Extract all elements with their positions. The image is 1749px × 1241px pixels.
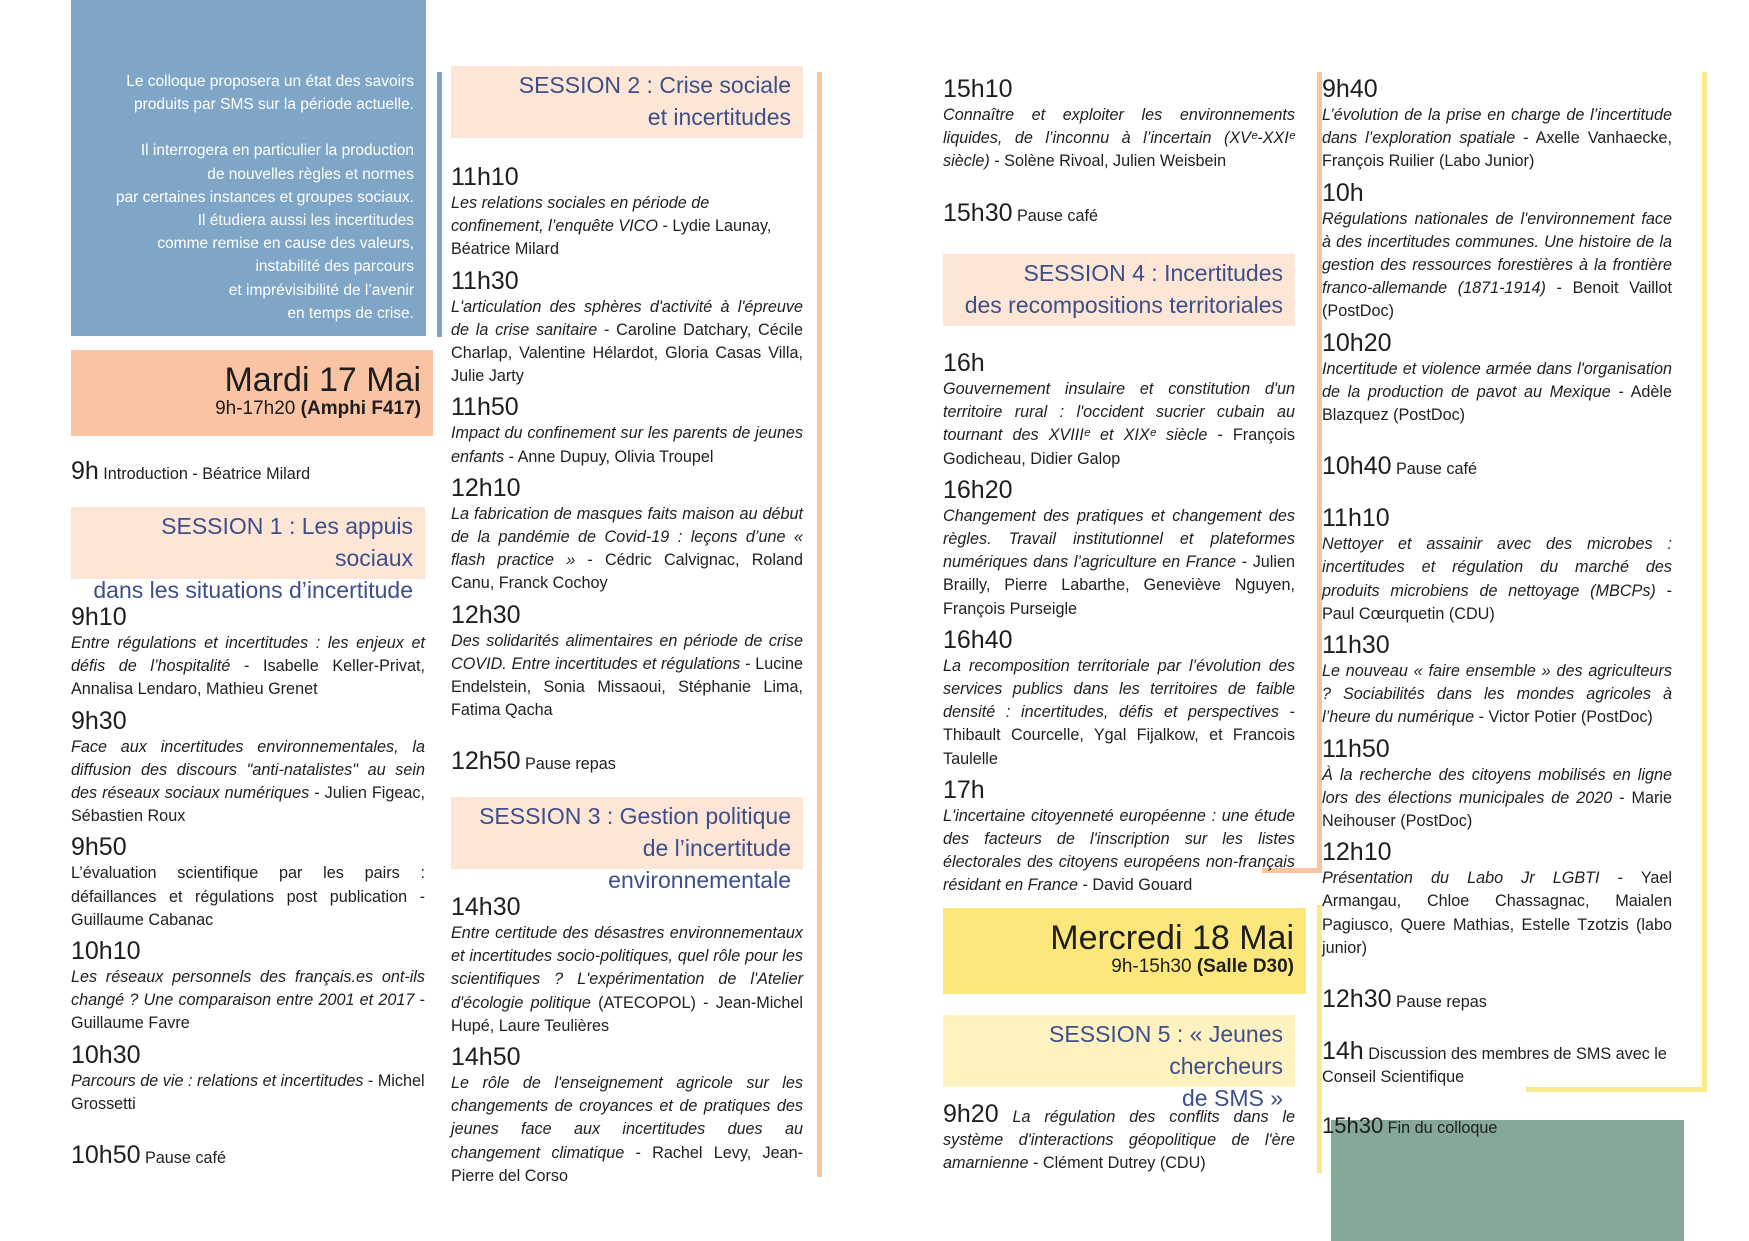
day1-header bbox=[71, 350, 433, 436]
day2-title: Mercredi 18 Mai bbox=[1050, 919, 1294, 957]
intro-label: Introduction - bbox=[103, 465, 198, 483]
programme-item: 9h50 L’évaluation scientifique par les pairs : défaillances et régulations post publication - Guillaume Cabanac bbox=[71, 833, 426, 929]
programme-item: 12h10 Présentation du Labo Jr LGBTI - Yael Armangau, Chloe Chassagnac, Maialen Pagiusco, Quere Mathias, Estelle Tzotzis (labo junior) bbox=[1322, 838, 1673, 957]
intro-time: 9h bbox=[71, 457, 99, 485]
programme-item: 16h40 La recomposition territoriale par l’évolution des services publics dans les territoires de faible densité : incertitudes, défis et perspectives - Thibault Courcelle, Ygal Fijalkow, et Francois Taulelle bbox=[943, 625, 1296, 768]
programme-item: 10h20 Incertitude et violence armée dans l'organisation de la production de pavot au Mexique - Adèle Blazquez (PostDoc) bbox=[1322, 328, 1672, 425]
programme-item: 9h20 La régulation des conflits dans le système d'interactions géopolitique de l'ère amarnienne - Clément Dutrey (CDU) bbox=[943, 1100, 1295, 1173]
programme-item: 10h30 Parcours de vie : relations et incertitudes - Michel Grossetti bbox=[71, 1040, 425, 1113]
column-4-items bbox=[1322, 74, 1672, 1141]
programme-item: 11h30 Le nouveau « faire ensemble » des agriculteurs ? Sociabilités dans les mondes agricoles à l’heure du numérique - Victor Potier (PostDoc) bbox=[1322, 631, 1672, 727]
column-3-items bbox=[943, 348, 1295, 898]
column-1-items bbox=[71, 602, 425, 1170]
programme-item: 17h L'incertaine citoyenneté européenne : une étude des facteurs de l'inscription sur les listes électorales des citoyens européens non-français résidant en France - David Gouard bbox=[943, 775, 1295, 895]
session-3-header: SESSION 3 : Gestion politique de l’incertitude environnementale bbox=[451, 797, 803, 869]
session-4-header: SESSION 4 : Incertitudes des recompositions territoriales bbox=[943, 254, 1295, 326]
intro-line: en temps de crise. bbox=[287, 304, 414, 322]
pause-item: 10h50 Pause café bbox=[71, 1141, 226, 1170]
day2-room: (Salle D30) bbox=[1196, 956, 1294, 977]
day2-hours: 9h-15h30 bbox=[1111, 956, 1192, 977]
intro-paragraph-1: Le colloque proposera un état des savoirs produits par SMS sur la période actuelle. bbox=[126, 73, 414, 114]
programme-item: 12h30 Des solidarités alimentaires en période de crise COVID. Entre incertitudes et régulations - Lucine Endelstein, Sonia Missaoui, Stéphanie Lima, Fatima Qacha bbox=[451, 600, 803, 720]
column-3-last bbox=[943, 1099, 1295, 1176]
column-3-top bbox=[943, 74, 1295, 228]
column-2-items-b bbox=[451, 892, 803, 1188]
programme-item: 16h Gouvernement insulaire et constitution d'un territoire rural : l'occident sucrier cubain au tournant des XVIIIᵉ et XIXᵉ siècle - François Godicheau, Didier Galop bbox=[943, 349, 1295, 468]
day1-title: Mardi 17 Mai bbox=[224, 361, 421, 399]
programme-item: 10h Régulations nationales de l'environnement face à des incertitudes communes. Une histoire de la gestion des ressources forestières à la frontière franco-allemande (1871-1914) - Benoit Vaillot (PostDoc) bbox=[1322, 178, 1672, 321]
programme-item: 9h40 L’évolution de la prise en charge de l’incertitude dans l’exploration spatiale - Axelle Vanhaecke, François Ruilier (Labo Junior) bbox=[1322, 75, 1673, 171]
programme-item: 9h10 Entre régulations et incertitudes : les enjeux et défis de l’hospitalité - Isabelle Keller-Privat, Annalisa Lendaro, Mathieu Grenet bbox=[71, 603, 426, 699]
intro-line: instabilité des parcours bbox=[255, 258, 414, 276]
intro-line: Il étudiera aussi les incertitudes bbox=[197, 212, 414, 230]
closing-item: 15h30 Fin du colloque bbox=[1322, 1113, 1498, 1139]
column-2-items bbox=[451, 162, 803, 776]
programme-item: 11h50 Impact du confinement sur les parents de jeunes enfants - Anne Dupuy, Olivia Troupel bbox=[451, 393, 803, 466]
session-2-header: SESSION 2 : Crise sociale et incertitudes bbox=[451, 66, 803, 138]
programme-item: 16h20 Changement des pratiques et changement des règles. Travail institutionnel et plateformes numériques dans l’agriculture en France - Julien Brailly, Pierre Labarthe, Geneviève Nguyen, François Purseigle bbox=[943, 475, 1295, 618]
discussion-item: 14h Discussion des membres de SMS avec le Conseil Scientifique bbox=[1322, 1037, 1667, 1087]
programme-item: 14h30 Entre certitude des désastres environnementaux et incertitudes socio-politiques, quel rôle pour les scientifiques ? L'expérimentation de l'Atelier d'écologie politique (ATECOPOL) - Jean-Michel Hupé, Laure Teulières bbox=[451, 893, 804, 1035]
programme-item: 11h50 À la recherche des citoyens mobilisés en ligne lors des élections municipales de 2020 - Marie Neihouser (PostDoc) bbox=[1322, 734, 1672, 831]
intro-line: de nouvelles règles et normes bbox=[207, 165, 414, 183]
intro-text bbox=[78, 70, 414, 325]
programme-item: 10h10 Les réseaux personnels des français.es ont-ils changé ? Une comparaison entre 2001 et 2017 - Guillaume Favre bbox=[71, 937, 425, 1033]
programme-item: 14h50 Le rôle de l'enseignement agricole sur les changements de croyances et de pratiques des jeunes face aux incertitudes dues au changement climatique - Rachel Levy, Jean-Pierre del Corso bbox=[451, 1043, 804, 1185]
programme-item: 11h30 L'articulation des sphères d'activité à l'épreuve de la crise sanitaire - Caroline Datchary, Cécile Charlap, Valentine Hélardot, Gloria Casas Villa, Julie Jarty bbox=[451, 266, 803, 386]
column-1 bbox=[71, 456, 425, 486]
programme-item: 11h10 Nettoyer et assainir avec des microbes : incertitudes et régulation du marché des produits microbiens de nettoyage (MBCPs) - Paul Cœurquetin (CDU) bbox=[1322, 504, 1673, 623]
day2-header bbox=[943, 908, 1306, 994]
programme-item: 9h30 Face aux incertitudes environnementales, la diffusion des discours "anti-natalistes" au sein des réseaux sociaux numériques - Julien Figeac, Sébastien Roux bbox=[71, 706, 425, 826]
pause-item: 12h50 Pause repas bbox=[451, 747, 616, 776]
pause-item: 15h30 Pause café bbox=[943, 198, 1098, 227]
day1-hours: 9h-17h20 bbox=[215, 398, 296, 419]
programme-item: 11h10 Les relations sociales en période de confinement, l’enquête VICO - Lydie Launay, Béatrice Milard bbox=[451, 163, 772, 259]
intro-line: et imprévisibilité de l’avenir bbox=[228, 281, 414, 299]
pause-item: 10h40 Pause café bbox=[1322, 452, 1477, 481]
intro-line: comme remise en cause des valeurs, bbox=[157, 235, 414, 253]
intro-speaker: Béatrice Milard bbox=[202, 465, 311, 483]
blue-divider bbox=[437, 72, 442, 337]
yellow-divider-2 bbox=[1702, 72, 1707, 1092]
pause-item: 12h30 Pause repas bbox=[1322, 985, 1487, 1014]
session-5-header: SESSION 5 : « Jeunes chercheurs de SMS » bbox=[943, 1015, 1295, 1087]
session-1-header: SESSION 1 : Les appuis sociaux dans les situations d’incertitude bbox=[71, 507, 425, 579]
programme-item: 12h10 La fabrication de masques faits maison au début de la pandémie de Covid-19 : leçons d’une « flash practice » - Cédric Calvignac, Roland Canu, Franck Cochoy bbox=[451, 473, 803, 593]
programme-item: 15h10 Connaître et exploiter les environnements liquides, de l’inconnu à l’incertain (XVᵉ-XXIᵉ siècle) - Solène Rivoal, Julien Weisbein bbox=[943, 75, 1295, 171]
orange-divider-1 bbox=[817, 72, 822, 1177]
day1-room: (Amphi F417) bbox=[300, 398, 421, 419]
intro-line: Il interrogera en particulier la production bbox=[140, 142, 414, 160]
intro-line: par certaines instances et groupes sociaux. bbox=[115, 188, 414, 206]
